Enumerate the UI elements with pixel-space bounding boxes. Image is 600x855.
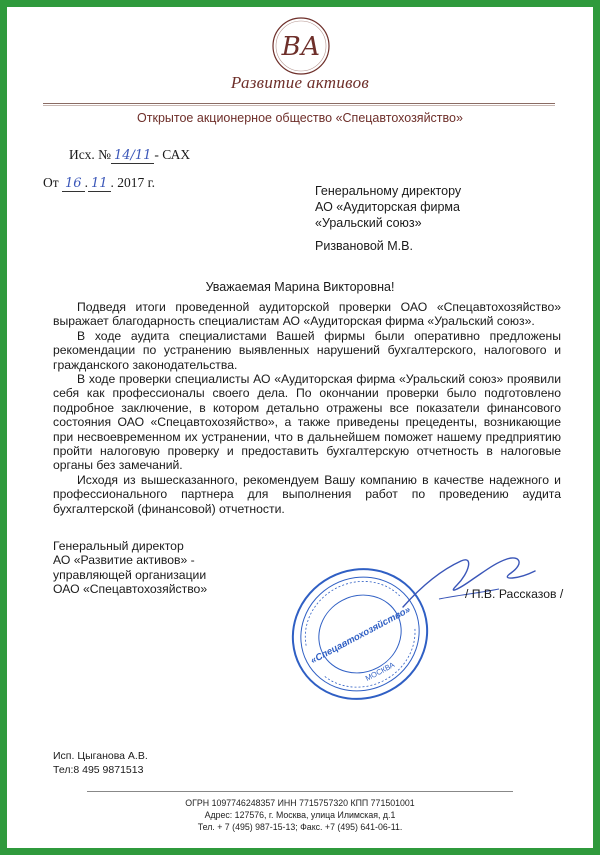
outgoing-number xyxy=(69,147,190,164)
signer-line-2: АО «Развитие активов» - xyxy=(53,553,195,568)
stamp-center-text: «Спецавтохозяйство» xyxy=(308,604,413,667)
body-paragraph-1: Подведя итоги проведенной аудиторской проверки ОАО «Спецавтохозяйство» выражает благодарность специалистам АО «Аудиторская фирма «Уральский союз». xyxy=(53,300,561,329)
date-day: 16 xyxy=(62,176,85,192)
company-monogram-logo xyxy=(270,15,332,77)
body-paragraph-3: В ходе проверки специалисты АО «Аудиторская фирма «Уральский союз» проявили себя как профессионалы своего дела. По окончании проверки было подготовлено подробное заключение, в котором детально отражены все показатели финансового состояния ОАО «Спецавтохозяйство», а также приведены прецеденты, возникающие при несвоевременном их устранении, что в дальнейшем поможет нашему предприятию пройти налоговую проверку и предоставить бухгалтерскую отчетность в налоговые органы без замечаний. xyxy=(53,372,561,473)
organization-name: Открытое акционерное общество «Спецавтохозяйство» xyxy=(137,111,463,125)
footer xyxy=(7,797,593,833)
footer-divider xyxy=(87,791,513,792)
footer-address: Адрес: 127576, г. Москва, улица Илимская, д.1 xyxy=(204,810,396,820)
footer-contacts: Тел. + 7 (495) 987-15-13; Факс. +7 (495) 641-06-11. xyxy=(197,822,403,832)
letter-body xyxy=(53,300,561,516)
addressee-block xyxy=(315,183,575,231)
addressee-line-3: «Уральский союз» xyxy=(315,216,422,230)
signature-name: / П.В. Рассказов / xyxy=(465,587,564,601)
signer-line-4: ОАО «Спецавтохозяйство» xyxy=(53,582,208,597)
addressee-person: Ризвановой М.В. xyxy=(315,239,413,253)
executor-block xyxy=(53,749,148,777)
signer-line-1: Генеральный директор xyxy=(53,539,184,553)
svg-text:ВА: ВА xyxy=(281,32,321,62)
footer-registration: ОГРН 1097746248357 ИНН 7715757320 КПП 771501001 xyxy=(185,798,415,808)
outgoing-number-value: 14/11 xyxy=(111,148,154,164)
executor-name: Исп. Цыганова А.В. xyxy=(53,750,148,762)
stamp-city: МОСКВА xyxy=(363,660,397,683)
signer-line-3: управляющей организации xyxy=(53,567,207,582)
greeting: Уважаемая Марина Викторовна! xyxy=(205,280,395,294)
company-logo-name: Развитие активов xyxy=(230,73,370,92)
outgoing-date: От 16 . 11 . 2017 г. xyxy=(43,175,156,191)
header-divider xyxy=(43,103,555,104)
date-year: . 2017 г. xyxy=(110,175,156,190)
handwritten-signature xyxy=(399,549,539,619)
outgoing-number-prefix: Исх. № xyxy=(69,147,111,162)
letter-sheet xyxy=(7,7,593,848)
date-month: 11 xyxy=(88,176,111,192)
addressee-line-1: Генеральному директору xyxy=(315,184,462,198)
addressee-line-2: АО «Аудиторская фирма xyxy=(315,200,460,214)
outgoing-number-suffix: - САХ xyxy=(154,147,191,162)
body-paragraph-4: Исходя из вышесказанного, рекомендуем Вашу компанию в качестве надежного и профессионального партнера для выполнения работ по проведению аудита бухгалтерской (финансовой) отчетности. xyxy=(53,472,561,516)
signer-block xyxy=(53,539,273,597)
body-paragraph-2: В ходе аудита специалистами Вашей фирмы были оперативно предложены рекомендации по устранению выявленных нарушений бухгалтерского, налогового и гражданского законодательства. xyxy=(53,328,561,372)
date-prefix: От xyxy=(43,175,59,190)
executor-phone: Тел:8 495 9871513 xyxy=(53,764,144,776)
header-divider-thin xyxy=(43,105,555,106)
